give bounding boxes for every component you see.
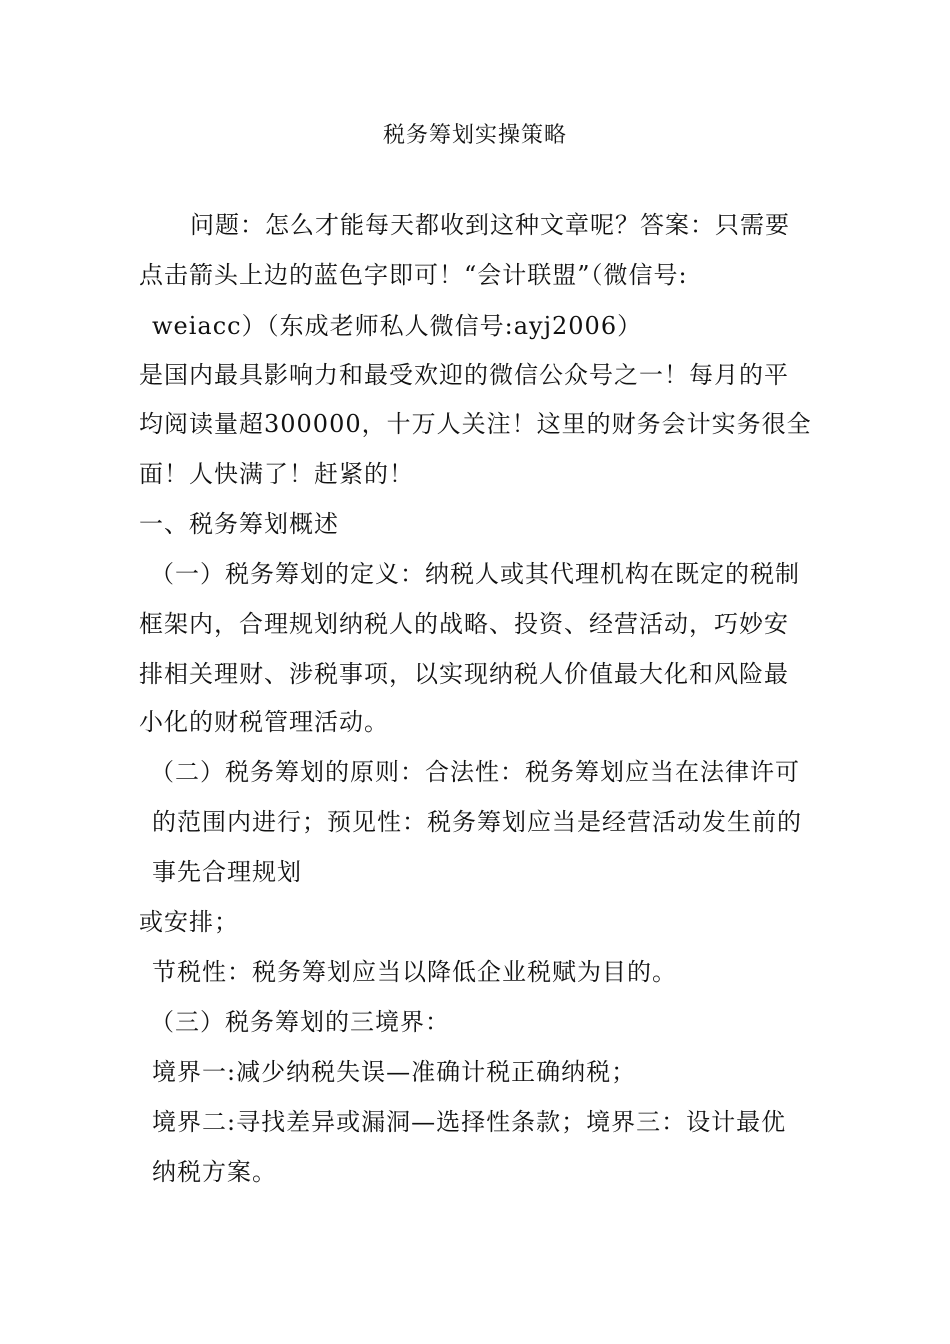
paragraph-line: 是国内最具影响力和最受欢迎的微信公众号之一！每月的平 [139,361,789,389]
paragraph-line: 事先合理规划 [152,858,302,886]
paragraph-line: （三）税务筹划的三境界： [150,1008,450,1036]
paragraph-line: 点击箭头上边的蓝色字即可！“会计联盟”（微信号: [139,261,688,289]
document-title: 税务筹划实操策略 [382,123,567,148]
paragraph-line: 排相关理财、涉税事项，以实现纳税人价值最大化和风险最 [139,660,789,688]
paragraph-line: 问题：怎么才能每天都收到这种文章呢？答案：只需要 [190,211,790,239]
paragraph-line: 或安排； [139,908,239,936]
paragraph-line: weiacc）（东成老师私人微信号:ayj2006） [152,312,643,340]
paragraph-line: 纳税方案。 [152,1158,277,1186]
section-heading: 一、税务筹划概述 [139,510,339,538]
paragraph-line: （二）税务筹划的原则：合法性：税务筹划应当在法律许可 [150,758,800,786]
paragraph-line: 境界一:减少纳税失误—准确计税正确纳税； [152,1058,637,1086]
paragraph-line: 面！人快满了！赶紧的！ [139,460,414,488]
paragraph-line: 小化的财税管理活动。 [139,708,389,736]
paragraph-line: 境界二:寻找差异或漏洞—选择性条款；境界三：设计最优 [152,1108,787,1136]
paragraph-line: 的范围内进行；预见性：税务筹划应当是经营活动发生前的 [152,808,802,836]
paragraph-line: （一）税务筹划的定义：纳税人或其代理机构在既定的税制 [150,560,800,588]
paragraph-line: 均阅读量超300000，十万人关注！这里的财务会计实务很全 [139,410,812,438]
paragraph-line: 框架内，合理规划纳税人的战略、投资、经营活动，巧妙安 [139,610,789,638]
paragraph-line: 节税性：税务筹划应当以降低企业税赋为目的。 [152,958,677,986]
